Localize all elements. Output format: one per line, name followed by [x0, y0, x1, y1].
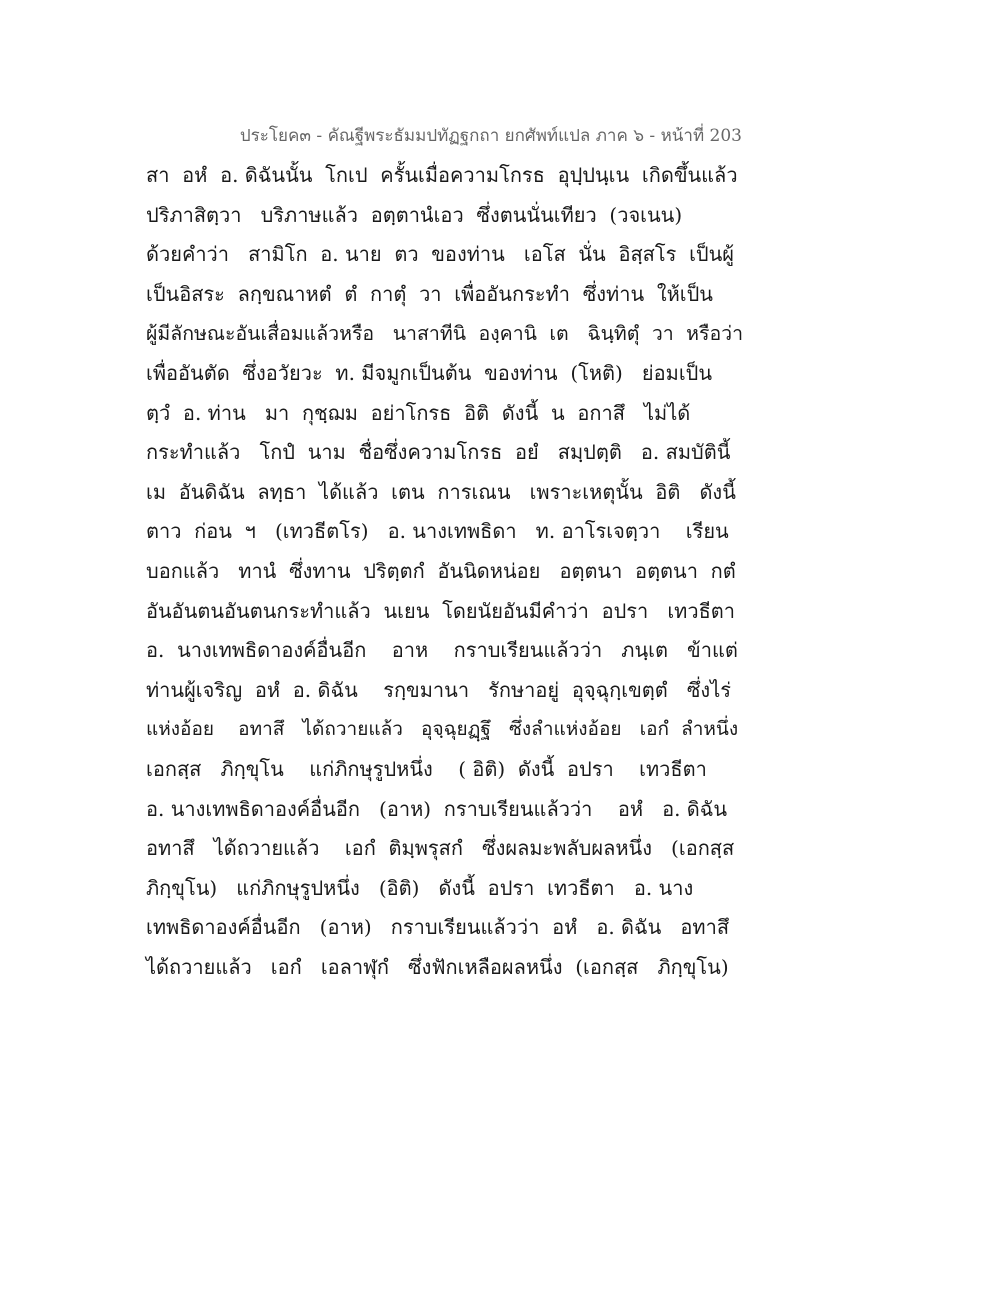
- text-line: ด้วยคำว่า สามิโก อ. นาย ตว ของท่าน เอโส นั่น อิสฺสโร เป็นผู้: [146, 242, 734, 267]
- text-line: กระทำแล้ว โกปํ นาม ชื่อซึ่งความโกรธ อยํ สมฺปตฺติ อ. สมบัตินี้: [146, 440, 731, 465]
- text-line: เอกสฺส ภิกฺขุโน แก่ภิกษุรูปหนึ่ง ( อิติ) ดังนี้ อปรา เทวธีตา: [146, 756, 707, 781]
- text-line: สา อหํ อ. ดิฉันนั้น โกเป ครั้นเมื่อความโกรธ อุปฺปนฺเน เกิดขึ้นแล้ว: [146, 163, 738, 187]
- text-line: อทาสึ ได้ถวายแล้ว เอกํ ติมฺพรุสกํ ซึ่งผลมะพลับผลหนึ่ง (เอกสฺส: [146, 836, 735, 861]
- body-text: [146, 156, 746, 987]
- text-line: อ. นางเทพธิดาองค์อื่นอีก (อาห) กราบเรียนแล้วว่า อหํ อ. ดิฉัน: [146, 796, 728, 821]
- text-line: อ. นางเทพธิดาองค์อื่นอีก อาห กราบเรียนแล้วว่า ภนฺเต ข้าแต่: [146, 638, 738, 663]
- text-line: บอกแล้ว ทานํ ซึ่งทาน ปริตฺตกํ อันนิดหน่อย อตฺตนา อตฺตนา กตํ: [146, 558, 736, 583]
- text-line: ได้ถวายแล้ว เอกํ เอลาฬุกํ ซึ่งฟักเหลือผลหนึ่ง (เอกสฺส ภิกฺขุโน): [146, 954, 729, 979]
- text-line: เป็นอิสระ ลกฺขณาหตํ ตํ กาตุํ วา เพื่ออันกระทำ ซึ่งท่าน ให้เป็น: [146, 281, 713, 306]
- text-line: อันอันตนอันตนกระทำแล้ว นเยน โดยนัยอันมีคำว่า อปรา เทวธีตา: [146, 598, 736, 623]
- text-line: ภิกฺขุโน) แก่ภิกษุรูปหนึ่ง (อิติ) ดังนี้ อปรา เทวธีตา อ. นาง: [146, 875, 694, 900]
- text-line: เพื่ออันตัด ซึ่งอวัยวะ ท. มีจมูกเป็นต้น ของท่าน (โหติ) ย่อมเป็น: [146, 360, 713, 385]
- running-header: ประโยค๓ - คัณฐีพระธัมมปทัฏฐกถา ยกศัพท์แปล ภาค ๖ - หน้าที่ 203: [239, 126, 742, 146]
- text-line: ผู้มีลักษณะอันเสื่อมแล้วหรือ นาสาทีนิ องฺคานิ เต ฉินฺทิตุํ วา หรือว่า: [146, 322, 744, 346]
- text-line: ตฺวํ อ. ท่าน มา กุชฺฌม อย่าโกรธ อิติ ดังนี้ น อกาสึ ไม่ได้: [146, 400, 691, 425]
- text-line: เทพธิดาองค์อื่นอีก (อาห) กราบเรียนแล้วว่า อหํ อ. ดิฉัน อทาสึ: [146, 915, 730, 940]
- text-line: แห่งอ้อย อทาสึ ได้ถวายแล้ว อุจฺฉุยฏฺฐึ ซึ่งลำแห่งอ้อย เอกํ ลำหนึ่ง: [146, 718, 739, 741]
- text-line: ปริภาสิตฺวา บริภาษแล้ว อตฺตานํเอว ซึ่งตนนั่นเทียว (วจเนน): [146, 202, 683, 227]
- text-line: ตาว ก่อน ฯ (เทวธีตโร) อ. นางเทพธิดา ท. อาโรเจตฺวา เรียน: [146, 519, 729, 544]
- text-line: เม อันดิฉัน ลทฺธา ได้แล้ว เตน การเณน เพราะเหตุนั้น อิติ ดังนี้: [146, 479, 736, 504]
- text-line: ท่านผู้เจริญ อหํ อ. ดิฉัน รกฺขมานา รักษาอยู่ อุจฺฉุกฺเขตฺตํ ซึ่งไร่: [146, 677, 731, 702]
